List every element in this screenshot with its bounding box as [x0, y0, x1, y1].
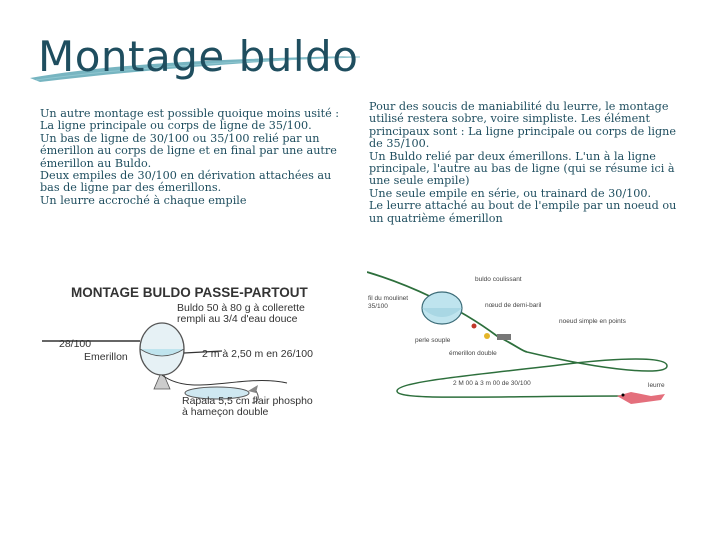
- length-label: 2 m à 2,50 m en 26/100: [202, 348, 313, 360]
- left-text-column: [40, 108, 352, 207]
- perle-souple-label: perle souple: [415, 337, 451, 344]
- emerillon-double-label: émerillon double: [449, 350, 497, 357]
- fil-diameter-label: 35/100: [368, 303, 388, 310]
- fil-moulinet-label: fil du moulinet: [368, 295, 409, 302]
- rapala-label-2: à hameçon double: [182, 406, 269, 418]
- line-28-label: 28/100: [59, 338, 92, 350]
- left-paragraph: Un leurre accroché à chaque empile: [40, 193, 247, 207]
- right-text-column: [369, 101, 679, 225]
- right-paragraph: Le leurre attaché au bout de l'empile par un noeud ou un quatrième émerillon: [369, 199, 677, 225]
- noeud-demi-baril-label: nœud de demi-baril: [485, 302, 542, 309]
- figure-heading: MONTAGE BULDO PASSE-PARTOUT: [71, 285, 308, 300]
- emerillon-label: Emerillon: [84, 351, 128, 363]
- buldo-coulissant-label: buldo coulissant: [475, 276, 522, 283]
- buldo-label-2: rempli au 3/4 d'eau douce: [177, 313, 298, 325]
- right-paragraph: Une seule empile en série, ou trainard de 30/100.: [369, 186, 652, 200]
- coulissant-drawing: [367, 266, 683, 432]
- left-paragraph: Un bas de ligne de 30/100 ou 35/100 relié par un émerillon au corps de ligne et en final par une autre émerillon au Buldo.: [40, 131, 337, 170]
- rapala-label: Rapala 5,5 cm flair phospho: [182, 395, 313, 407]
- slide-title: Montage buldo: [38, 32, 359, 81]
- right-paragraph: Pour des soucis de maniabilité du leurre, le montage utilisé restera sobre, voire simpliste. Les élément principaux sont : La ligne principale ou corps de ligne de 35/100.: [369, 100, 676, 151]
- left-paragraph: Un autre montage est possible quoique moins usité : La ligne principale ou corps de ligne de 35/100.: [40, 107, 340, 133]
- buldo-label: Buldo 50 à 80 g à collerette: [177, 302, 305, 314]
- buldo-coulissant-diagram: [367, 266, 683, 432]
- noeud-poing-label: noeud simple en points: [559, 318, 626, 325]
- left-paragraph: Deux empiles de 30/100 en dérivation attachées au bas de ligne par des émerillons.: [40, 169, 332, 195]
- right-paragraph: Un Buldo relié par deux émerillons. L'un à la ligne principale, l'autre au bas de ligne (qui se résume ici à une seule empile): [369, 149, 675, 188]
- length-label: 2 M 00 à 3 m 00 de 30/100: [453, 380, 531, 387]
- buldo-passe-partout-diagram: [42, 283, 342, 438]
- leurre-label: leurre: [648, 382, 665, 389]
